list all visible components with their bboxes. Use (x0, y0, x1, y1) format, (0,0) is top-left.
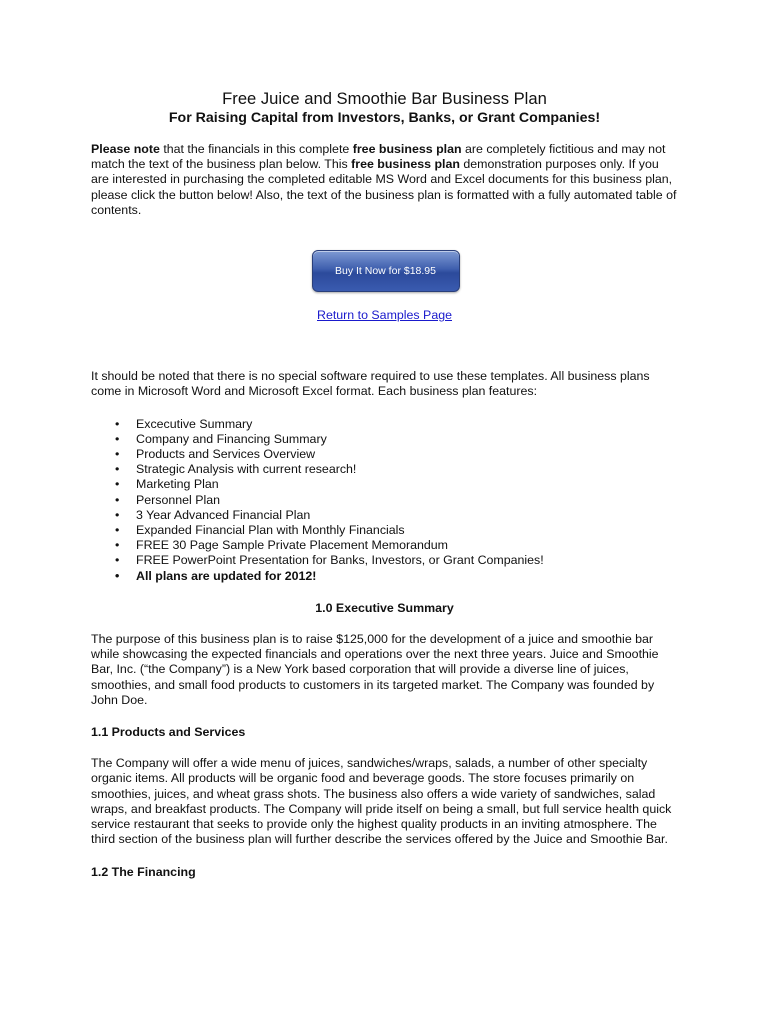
list-item-label: All plans are updated for 2012! (136, 568, 317, 583)
list-item (91, 417, 678, 432)
list-item (91, 462, 678, 477)
bullet-icon: • (115, 553, 120, 568)
list-item (91, 538, 678, 553)
return-to-samples-link[interactable]: Return to Samples Page (317, 308, 452, 323)
executive-summary-paragraph: The purpose of this business plan is to raise $125,000 for the development of a juice and smoothie bar while showcasing the expected financials and operations over the next three years. Juice and Smoothie Bar, Inc. (“the Company”) is a New York based corporation that will provide a diverse line of juices, smoothies, and small food products to customers in its targeted market. The Company was founded by John Doe. (91, 632, 659, 707)
list-item-label: Marketing Plan (136, 477, 219, 492)
intro-paragraph (91, 142, 678, 218)
page-subtitle: For Raising Capital from Investors, Banks, or Grant Companies! (168, 110, 601, 126)
bullet-icon: • (115, 462, 120, 477)
list-item-label: 3 Year Advanced Financial Plan (136, 507, 311, 522)
intro-text-2: are completely fictitious and may not match the text of the business plan below. This (91, 142, 666, 172)
intro-text-1: that the financials in this complete (159, 142, 353, 156)
page-title: Free Juice and Smoothie Bar Business Plan (222, 89, 547, 108)
bullet-icon: • (115, 416, 120, 431)
products-services-heading: 1.1 Products and Services (91, 725, 246, 740)
list-item-label: Excecutive Summary (136, 416, 253, 431)
intro-bold-2: free business plan (351, 157, 460, 172)
features-intro-paragraph: It should be noted that there is no special software required to use these templates. All business plans come in Microsoft Word and Microsoft Excel format. Each business plan features: (91, 369, 650, 399)
list-item-label: FREE 30 Page Sample Private Placement Memorandum (136, 538, 448, 553)
list-item (91, 523, 678, 538)
bullet-icon: • (115, 447, 120, 462)
intro-text-3: demonstration purposes only. If you are interested in purchasing the completed editable MS Word and Excel documents for this business plan, please click the button below! Also, the text of the business plan is formatted with a fully automated table of contents. (91, 157, 677, 217)
list-item-label: Strategic Analysis with current research! (136, 462, 357, 477)
return-link-container (91, 308, 678, 323)
list-item-label: Personnel Plan (136, 492, 221, 507)
bullet-icon: • (115, 538, 120, 553)
bullet-icon: • (115, 477, 120, 492)
list-item-label: Products and Services Overview (136, 447, 316, 462)
intro-lead-bold: Please note (91, 142, 160, 156)
list-item (91, 432, 678, 447)
financing-heading: 1.2 The Financing (91, 864, 196, 879)
intro-bold-1: free business plan (352, 142, 462, 156)
buy-button-container (91, 250, 678, 294)
bullet-icon: • (115, 523, 120, 538)
list-item (91, 508, 678, 523)
bullet-icon: • (115, 431, 120, 446)
features-list (91, 417, 678, 584)
list-item-label: Expanded Financial Plan with Monthly Financials (136, 523, 405, 538)
executive-summary-heading: 1.0 Executive Summary (315, 600, 454, 615)
bullet-icon: • (115, 568, 120, 583)
list-item-label: FREE PowerPoint Presentation for Banks, Investors, or Grant Companies! (136, 553, 544, 568)
products-services-paragraph: The Company will offer a wide menu of juices, sandwiches/wraps, salads, a number of other specialty organic items. All products will be organic food and beverage goods. The store focuses primarily on smoothies, juices, and wheat grass shots. The business also offers a wide variety of sandwiches, salad wraps, and breakfast products. The Company will pride itself on being a small, but full service health quick service restaurant that seeks to provide only the highest quality products in an inviting atmosphere. The third section of the business plan will further describe the services offered by the Juice and Smoothie Bar. (91, 756, 672, 847)
list-item (91, 569, 678, 584)
list-item-label: Company and Financing Summary (136, 431, 327, 446)
list-item (91, 493, 678, 508)
list-item (91, 477, 678, 492)
list-item (91, 447, 678, 462)
list-item (91, 553, 678, 568)
buy-it-now-button[interactable]: Buy It Now for $18.95 (312, 250, 460, 292)
bullet-icon: • (115, 492, 120, 507)
bullet-icon: • (115, 507, 120, 522)
